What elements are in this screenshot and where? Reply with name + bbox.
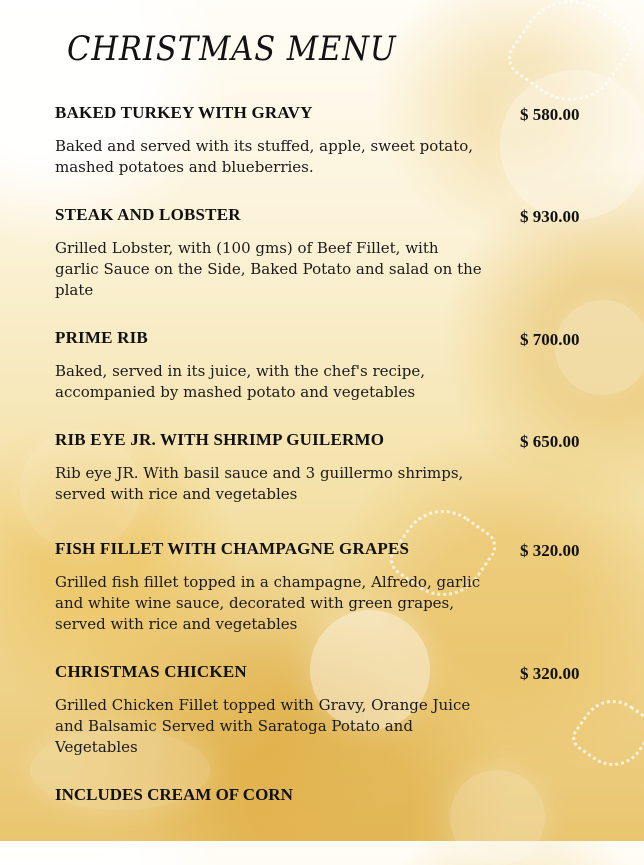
menu-item-description: Baked and served with its stuffed, apple, sweet potato, mashed potatoes and blueberries. — [55, 137, 474, 176]
menu-item-description: Rib eye JR. With basil sauce and 3 guillermo shrimps, served with rice and vegetables — [55, 464, 464, 503]
menu-item-price: $ 580.00 — [520, 105, 580, 124]
bokeh-circle — [450, 770, 545, 865]
menu-item-name: CHRISTMAS CHICKEN — [55, 662, 247, 681]
menu-item-description: Grilled fish fillet topped in a champagne, Alfredo, garlic and white wine sauce, decorated with green grapes, served with rice and vegetables — [55, 573, 481, 633]
menu-item-description: Grilled Chicken Fillet topped with Gravy, Orange Juice and Balsamic Served with Saratoga Potato and Vegetables — [55, 696, 471, 756]
menu-item-name: FISH FILLET WITH CHAMPAGNE GRAPES — [55, 539, 410, 558]
menu-item-price: $ 320.00 — [520, 541, 580, 560]
menu-item-description: Baked, served in its juice, with the chef's recipe, accompanied by mashed potato and vegetables — [55, 362, 425, 401]
menu-footer-note: INCLUDES CREAM OF CORN — [55, 785, 293, 804]
menu-item-name: RIB EYE JR. WITH SHRIMP GUILERMO — [55, 430, 385, 449]
menu-item-description: Grilled Lobster, with (100 gms) of Beef Fillet, with garlic Sauce on the Side, Baked Potato and salad on the plate — [55, 239, 482, 299]
menu-item-name: BAKED TURKEY WITH GRAVY — [55, 103, 313, 122]
menu-title: CHRISTMAS MENU — [67, 29, 397, 69]
snowflake-ornament-icon — [567, 687, 644, 779]
menu-item-price: $ 930.00 — [520, 207, 580, 226]
menu-item-price: $ 700.00 — [520, 330, 580, 349]
menu-item-price: $ 650.00 — [520, 432, 580, 451]
menu-item-name: PRIME RIB — [55, 328, 148, 347]
menu-item-name: STEAK AND LOBSTER — [55, 205, 241, 224]
menu-item-price: $ 320.00 — [520, 664, 580, 683]
